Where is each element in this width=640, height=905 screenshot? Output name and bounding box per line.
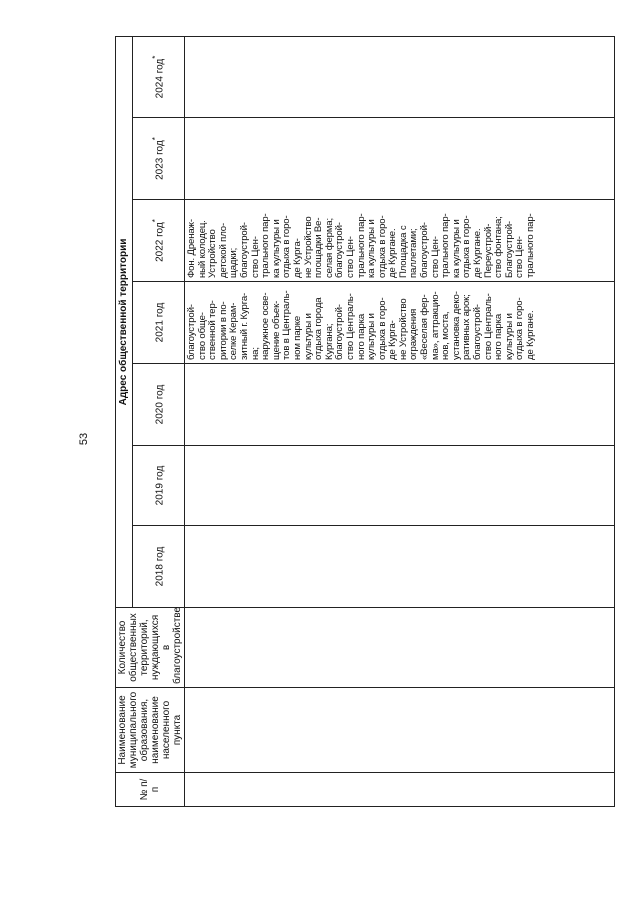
cell-line: не Устройство: [397, 298, 409, 360]
cell-line: ративных арок;: [461, 294, 473, 360]
cell-line: отдыха в горо-: [376, 215, 388, 278]
cell-line: селая ферма;: [323, 218, 335, 278]
cell-number: [185, 773, 615, 807]
cell-2019: [185, 446, 615, 526]
year-2018: 2018 год: [132, 526, 184, 608]
cell-line: отдыха в горо-: [461, 215, 473, 278]
cell-2022: [185, 200, 615, 282]
cell-line: ка культуры и: [270, 219, 282, 278]
cell-line: установка деко-: [450, 291, 462, 360]
year-2020: 2020 год: [132, 364, 184, 446]
table-rotated: [115, 37, 615, 807]
cell-line: ного парка: [493, 313, 505, 360]
cell-line: ный колодец.: [196, 220, 208, 278]
cell-line: де Кургане.: [387, 228, 399, 278]
header-number: № п/п: [116, 773, 185, 807]
territory-table: [115, 36, 615, 807]
year-2022: 2022 год*: [132, 200, 184, 282]
cell-line: отдыха в горо-: [376, 297, 388, 360]
cell-line: ство Цен-: [344, 236, 356, 278]
cell-line: Площадка с: [397, 225, 409, 278]
cell-line: на;: [249, 347, 261, 360]
header-address: Адрес общественной территории: [116, 36, 133, 607]
cell-line: ка культуры и: [450, 219, 462, 278]
cell-line: паллетами;: [408, 228, 420, 278]
table-wrapper: [115, 37, 615, 807]
cell-line: ство Цен-: [429, 236, 441, 278]
cell-line: благоустрой-: [186, 304, 197, 360]
cell-line: «Веселая фер-: [419, 294, 431, 360]
cell-line: ство Централь-: [344, 293, 356, 360]
cell-line: трального пар-: [260, 213, 272, 278]
cell-line: благоустрой-: [472, 304, 484, 360]
cell-count: [185, 608, 615, 688]
cell-line: ство Цен-: [514, 236, 526, 278]
cell-line: зитный г. Курга-: [238, 292, 250, 360]
cell-2024: [185, 36, 615, 117]
header-municipality: Наименование муниципального образования, наименование населенного пункта: [116, 688, 185, 773]
cell-line: нов, моста,: [440, 311, 452, 360]
cell-line: трального пар-: [440, 213, 452, 278]
year-2019: 2019 год: [132, 446, 184, 526]
cell-line: площадки Ве-: [313, 217, 325, 278]
cell-line: отдыха в горо-: [281, 215, 293, 278]
cell-line: ственной тер-: [207, 300, 219, 360]
cell-line: Фон. Дренаж-: [186, 219, 197, 278]
cell-line: культуры и: [503, 313, 515, 360]
cell-2018: [185, 526, 615, 608]
cell-line: Переустрой-: [482, 223, 494, 278]
cell-line: ма», аттракцио-: [429, 291, 441, 360]
cell-line: де Кургане.: [472, 228, 484, 278]
cell-line: наружное осве-: [260, 292, 272, 360]
year-2023: 2023 год*: [132, 118, 184, 200]
cell-line: детской пло-: [217, 223, 229, 278]
cell-line: ного парка: [355, 313, 367, 360]
cell-line: де Кургане.: [525, 310, 536, 360]
cell-line: щение объек-: [270, 300, 282, 360]
cell-line: благоустрой-: [334, 304, 346, 360]
cell-line: благоустрой-: [238, 222, 250, 278]
cell-line: селке Керам-: [228, 302, 240, 360]
cell-line: культуры и: [366, 313, 378, 360]
cell-line: ном парке: [291, 315, 303, 360]
cell-municipality: [185, 688, 615, 773]
cell-line: Кургана;: [323, 323, 335, 360]
cell-line: щадки;: [228, 247, 240, 278]
cell-line: ство обще-: [196, 312, 208, 360]
cell-line: культуры и: [302, 313, 314, 360]
cell-line: трального пар-: [355, 213, 367, 278]
cell-line: благоустрой-: [334, 222, 346, 278]
cell-line: благоустрой-: [419, 222, 431, 278]
cell-line: де Курга-: [387, 320, 399, 360]
cell-2023: [185, 118, 615, 200]
header-count: Количество общественных территорий, нуждающихся в благоустройстве: [116, 608, 185, 688]
cell-line: отдыха города: [313, 297, 325, 360]
cell-line: отдыха в горо-: [514, 297, 526, 360]
cell-2020: [185, 364, 615, 446]
cell-line: ство фонтана;: [493, 216, 505, 278]
cell-line: Устройство: [207, 229, 219, 278]
cell-line: Благоустрой-: [503, 221, 515, 278]
cell-line: ограждения: [408, 308, 420, 360]
cell-line: не Устройство: [302, 216, 314, 278]
cell-line: трального пар-: [525, 213, 536, 278]
year-2021: 2021 год: [132, 282, 184, 364]
cell-line: ритории в по-: [217, 301, 229, 360]
cell-line: ство Цен-: [249, 236, 261, 278]
year-2024: 2024 год*: [132, 36, 184, 117]
cell-line: ство Централь-: [482, 293, 494, 360]
page-number: 53: [78, 432, 91, 446]
cell-line: тов в Централь-: [281, 290, 293, 360]
cell-line: ка культуры и: [366, 219, 378, 278]
cell-line: де Курга-: [291, 238, 303, 278]
cell-2021: [185, 282, 615, 364]
